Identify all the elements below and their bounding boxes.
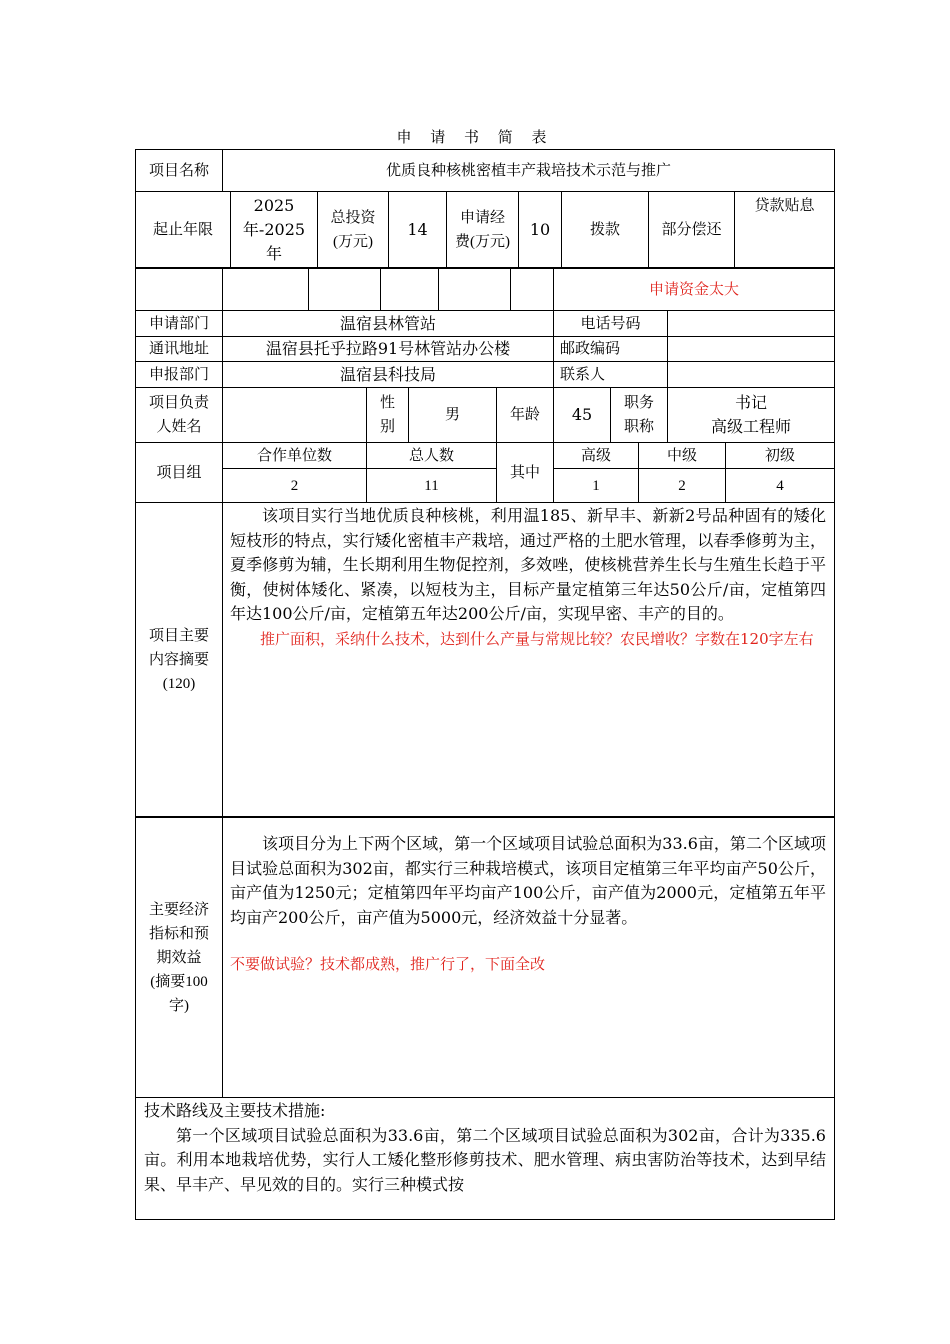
summary-label-line: 内容摘要 [148, 652, 209, 668]
total-invest-label: 总投资(万元) [330, 210, 376, 250]
col-divider [380, 268, 381, 310]
leader-name [223, 388, 366, 442]
total-people-label: 总人数 [408, 447, 454, 464]
benefit-note: 不要做试验？技术都成熟，推广行了，下面全改 [230, 955, 546, 973]
grant-label: 拨款 [589, 222, 620, 238]
middle-value: 2 [678, 477, 686, 494]
report-dept-label: 申报部门 [148, 366, 209, 383]
project-name-label: 项目名称 [148, 162, 209, 179]
postcode-label: 邮政编码 [560, 341, 621, 357]
middle-label: 中级 [666, 447, 697, 464]
title-value-line-1: 书记 [734, 393, 767, 412]
junior-value: 4 [776, 477, 784, 494]
title-label: 职务职称 [623, 395, 654, 435]
total-invest-value: 14 [407, 220, 428, 239]
postcode-value [668, 337, 834, 361]
senior-value: 1 [592, 477, 600, 494]
title-value [668, 388, 834, 442]
document-title: 申 请 书 简 表 [396, 128, 554, 146]
team-label: 项目组 [156, 464, 202, 481]
tech-text: 第一个区域项目试验总面积为33.6亩，第二个区域项目试验总面积为302亩，合计为335.6亩。利用本地栽培优势，实行人工矮化整形修剪技术、肥水管理、病虫害防治等技术，达到早结果、早丰产、早见效的目的。实行三种模式按 [144, 1125, 826, 1194]
period-label: 起止年限 [152, 222, 213, 238]
summary-label-line: (120) [162, 676, 196, 692]
benefit-label-line: 期效益 [156, 949, 202, 966]
col-divider [222, 268, 223, 310]
title-value-line-2: 高级工程师 [710, 417, 791, 436]
benefit-label-line: 指标和预 [148, 925, 209, 942]
age-value: 45 [571, 405, 593, 424]
dept-value: 温宿县林管站 [339, 313, 436, 333]
coop-units-label: 合作单位数 [256, 447, 332, 464]
total-people-value: 11 [424, 477, 439, 494]
summary-note: 推广面积，采纳什么技术，达到什么产量与常规比较？农民增收？字数在120字左右 [260, 629, 814, 648]
age-label: 年龄 [509, 407, 540, 423]
col-divider [222, 502, 223, 817]
tech-content [144, 1099, 826, 1197]
benefit-label-line: 主要经济 [148, 901, 209, 918]
dept-label: 申请部门 [148, 315, 209, 332]
funds-note: 申请资金太大 [648, 281, 739, 298]
address-label: 通讯地址 [148, 341, 209, 357]
col-divider [510, 268, 511, 310]
coop-units-value: 2 [290, 477, 299, 494]
partial-repay-label: 部分偿还 [661, 222, 722, 238]
benefit-label-line: 字) [169, 997, 189, 1014]
benefit-label-line: (摘要100 [150, 973, 208, 990]
col-divider [308, 268, 309, 310]
requested-funds-label: 申请经费(万元) [455, 210, 510, 250]
summary-content [230, 504, 826, 651]
summary-label-line: 项目主要 [148, 628, 209, 644]
phone-label: 电话号码 [580, 315, 641, 332]
contact-label: 联系人 [560, 366, 606, 383]
senior-label: 高级 [580, 447, 611, 464]
summary-text: 该项目实行当地优质良种核桃，利用温185、新早丰、新新2号品种固有的矮化短枝形的特点，实行矮化密植丰产栽培，通过严格的土肥水管理，以春季修剪为主，夏季修剪为辅，生长期利用生物促控剂，多效唑，使核桃营养生长与生殖生长趋于平衡，使树体矮化、紧凑，以短枝为主，目标产量定植第三年达50公斤/亩，定植第四年达100公斤/亩，定植第五年达200公斤/亩，实现早密、丰产的目的。 [230, 506, 826, 623]
project-name-value: 优质良种核桃密植丰产栽培技术示范与推广 [385, 162, 671, 179]
phone-value [668, 311, 834, 336]
address-value: 温宿县托乎拉路91号林管站办公楼 [265, 339, 511, 358]
summary-label [136, 503, 222, 817]
benefit-text: 该项目分为上下两个区域，第一个区域项目试验总面积为33.6亩，第二个区域项目试验总面积为302亩，都实行三种栽培模式，该项目定植第三年平均亩产50公斤，亩产值为1250元；定植第四年平均亩产100公斤，亩产值为2000元，定植第五年平均亩产200公斤，亩产值为5000元，经济效益十分显著。 [230, 834, 826, 927]
junior-label: 初级 [764, 447, 795, 464]
row-divider [135, 502, 835, 503]
col-divider [438, 268, 439, 310]
report-dept-value: 温宿县科技局 [339, 364, 436, 384]
gender-value: 男 [444, 407, 460, 423]
leader-label: 项目负责人姓名 [148, 395, 209, 435]
loan-subsidy-label: 贷款贴息 [754, 198, 815, 214]
among-label: 其中 [509, 464, 540, 481]
period-value: 2025年-2025年 [242, 196, 306, 263]
tech-heading: 技术路线及主要技术措施: [144, 1101, 326, 1120]
requested-funds-value: 10 [529, 220, 551, 239]
gender-label: 性别 [379, 395, 395, 435]
benefit-content [230, 832, 826, 977]
benefit-label [136, 818, 222, 1097]
contact-value [668, 362, 834, 387]
col-divider [222, 817, 223, 1097]
